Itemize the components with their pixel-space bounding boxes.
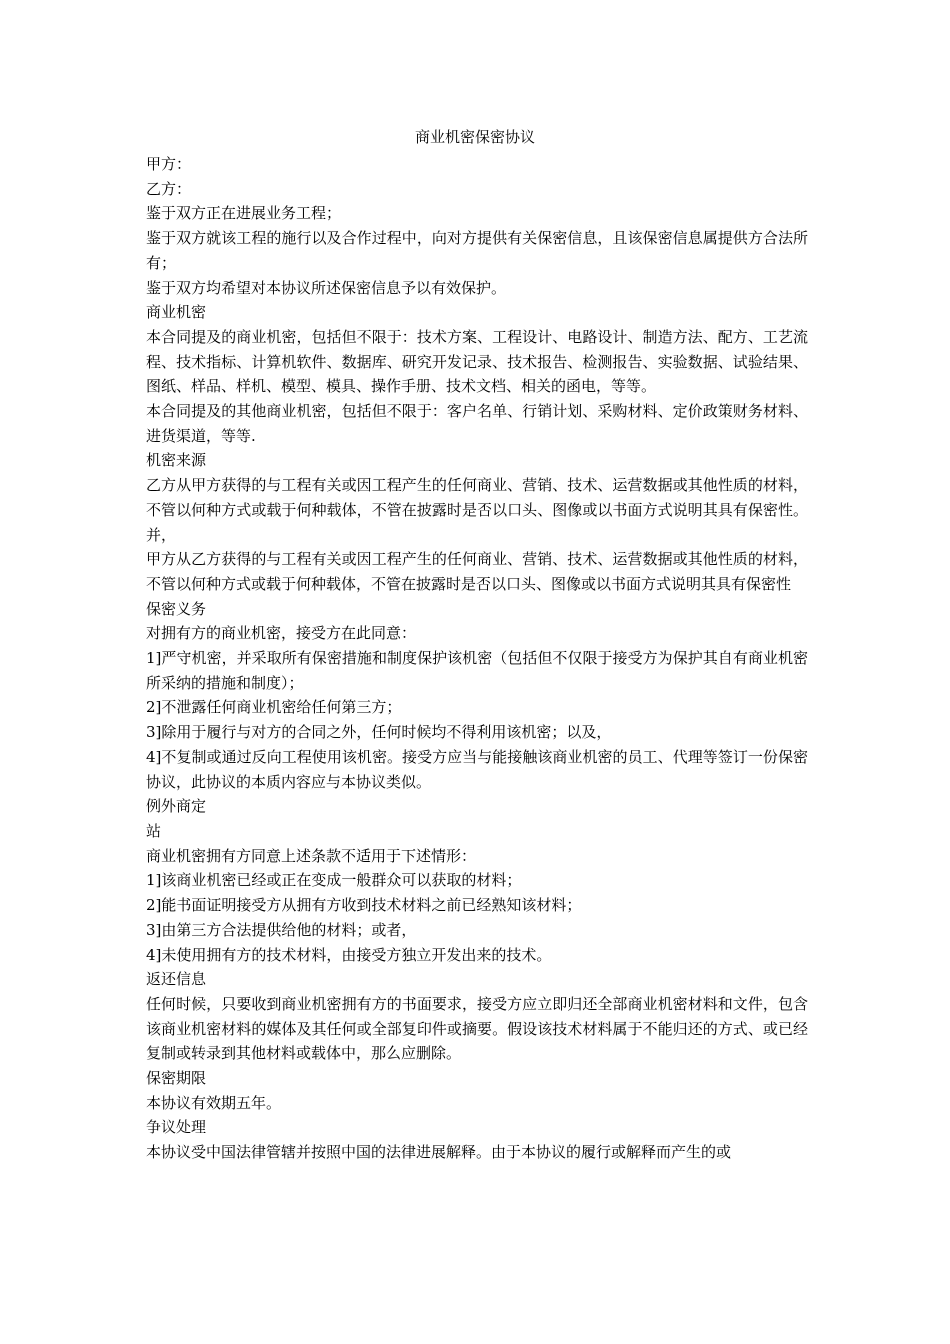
document-body <box>146 152 808 1165</box>
body-paragraph: 本协议受中国法律管辖并按照中国的法律进展解释。由于本协议的履行或解释而产生的或 <box>146 1143 732 1162</box>
body-paragraph: 商业机密拥有方同意上述条款不适用于下述情形： <box>146 846 477 865</box>
list-item: 4]不复制或通过反向工程使用该机密。接受方应当与能接触该商业机密的员工、代理等签订一份保密协议，此协议的本质内容应与本协议类似。 <box>146 747 808 791</box>
body-paragraph: 甲方从乙方获得的与工程有关或因工程产生的任何商业、营销、技术、运营数据或其他性质的材料，不管以何种方式或载于何种载体，不管在披露时是否以口头、图像或以书面方式说明其具有保密性 <box>146 550 808 593</box>
list-item: 2]不泄露任何商业机密给任何第三方； <box>146 698 402 717</box>
list-item: 1]严守机密，并采取所有保密措施和制度保护该机密（包括但不仅限于接受方为保护其自有商业机密所采纳的措施和制度）； <box>146 649 808 692</box>
list-item: 2]能书面证明接受方从拥有方收到技术材料之前已经熟知该材料； <box>146 896 582 915</box>
body-paragraph: 本合同提及的其他商业机密，包括但不限于：客户名单、行销计划、采购材料、定价政策财务材料、进货渠道，等等. <box>146 402 808 445</box>
section-heading: 保密期限 <box>146 1069 207 1088</box>
list-item: 3]除用于履行与对方的合同之外，任何时候均不得利用该机密；以及， <box>146 723 612 742</box>
body-paragraph: 对拥有方的商业机密，接受方在此同意： <box>146 624 417 643</box>
section-heading: 例外商定 <box>146 797 207 816</box>
section-heading: 返还信息 <box>146 970 207 989</box>
list-item: 3]由第三方合法提供给他的材料；或者， <box>146 920 417 939</box>
body-paragraph: 站 <box>146 821 162 840</box>
party-a-line: 甲方： <box>146 155 192 173</box>
body-paragraph: 乙方从甲方获得的与工程有关或因工程产生的任何商业、营销、技术、运营数据或其他性质的材料，不管以何种方式或载于何种载体，不管在披露时是否以口头、图像或以书面方式说明其具有保密性。并， <box>146 476 808 544</box>
section-heading: 机密来源 <box>146 451 207 470</box>
recital-paragraph: 鉴于双方均希望对本协议所述保密信息予以有效保护。 <box>146 278 507 297</box>
recital-paragraph: 鉴于双方就该工程的施行以及合作过程中，向对方提供有关保密信息，且该保密信息属提供方合法所有； <box>146 229 808 272</box>
recital-paragraph: 鉴于双方正在进展业务工程； <box>146 204 342 223</box>
body-paragraph: 本合同提及的商业机密，包括但不限于：技术方案、工程设计、电路设计、制造方法、配方、工艺流程、技术指标、计算机软件、数据库、研究开发记录、技术报告、检测报告、实验数据、试验结果、图纸、样品、样机、模型、模具、操作手册、技术文档、相关的函电，等等。 <box>146 327 808 396</box>
section-heading: 商业机密 <box>146 303 207 322</box>
party-b-line: 乙方： <box>146 179 192 198</box>
body-paragraph: 本协议有效期五年。 <box>146 1093 282 1112</box>
list-item: 1]该商业机密已经或正在变成一般群众可以获取的材料； <box>146 871 522 890</box>
section-heading: 保密义务 <box>146 599 207 618</box>
document-title: 商业机密保密协议 <box>414 128 535 146</box>
body-paragraph: 任何时候，只要收到商业机密拥有方的书面要求，接受方应立即归还全部商业机密材料和文件，包含该商业机密材料的媒体及其任何或全部复印件或摘要。假设该技术材料属于不能归还的方式、或已经复制或转录到其他材料或载体中，那么应删除。 <box>146 994 808 1063</box>
section-heading: 争议处理 <box>146 1118 207 1137</box>
list-item: 4]未使用拥有方的技术材料，由接受方独立开发出来的技术。 <box>146 945 552 964</box>
